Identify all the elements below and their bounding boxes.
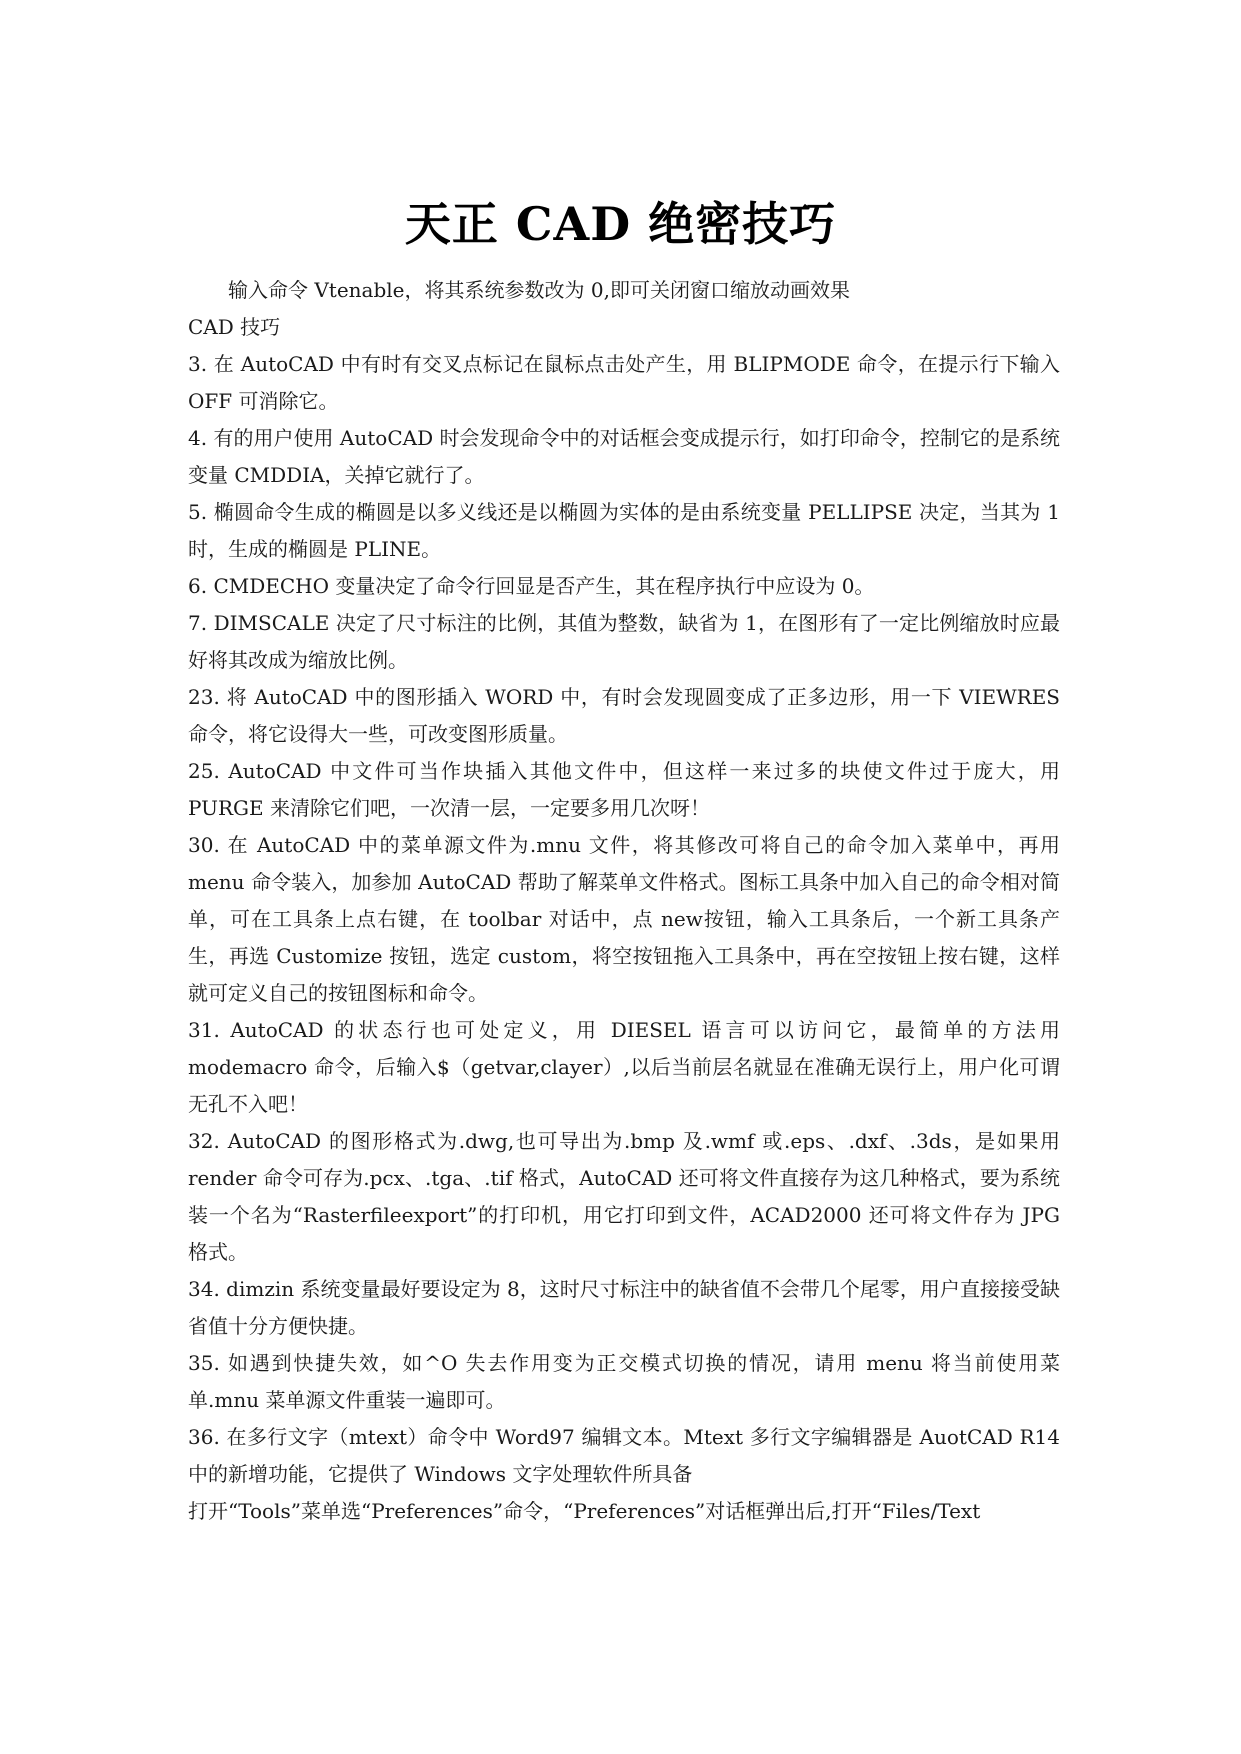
tip-item: 25. AutoCAD 中文件可当作块插入其他文件中，但这样一来过多的块使文件过于庞大，用 PURGE 来清除它们吧，一次清一层，一定要多用几次呀！ bbox=[188, 759, 1060, 820]
tip-item: 23. 将 AutoCAD 中的图形插入 WORD 中，有时会发现圆变成了正多边形，用一下 VIEWRES 命令，将它设得大一些，可改变图形质量。 bbox=[188, 685, 1060, 746]
tip-item: 35. 如遇到快捷失效，如^O 失去作用变为正交模式切换的情况，请用 menu 将当前使用菜单.mnu 菜单源文件重装一遍即可。 bbox=[188, 1351, 1060, 1412]
tip-item: 6. CMDECHO 变量决定了命令行回显是否产生，其在程序执行中应设为 0。 bbox=[188, 574, 875, 598]
tip-item: 30. 在 AutoCAD 中的菜单源文件为.mnu 文件，将其修改可将自己的命令加入菜单中，再用 menu 命令装入，加参加 AutoCAD 帮助了解菜单文件格式。图标工具条中加入自己的命令相对简单，可在工具条上点右键，在 toolbar 对话中，点 new按钮，输入工具条后，一个新工具条产生，再选 Customize 按钮，选定 custom，将空按钮拖入工具条中，再在空按钮上按右键，这样就可定义自己的按钮图标和命令。 bbox=[188, 833, 1060, 1005]
paragraph-intro: 输入命令 Vtenable，将其系统参数改为 0,即可关闭窗口缩放动画效果 bbox=[228, 278, 850, 302]
tip-item: 31. AutoCAD 的状态行也可处定义，用 DIESEL 语言可以访问它，最简单的方法用 modemacro 命令，后输入$（getvar,clayer）,以后当前层名就显在准确无误行上，用户化可谓无孔不入吧！ bbox=[188, 1018, 1060, 1116]
paragraph-continuation: 打开“Tools”菜单选“Preferences”命令，“Preferences”对话框弹出后,打开“Files/Text bbox=[188, 1499, 981, 1523]
tip-item: 3. 在 AutoCAD 中有时有交叉点标记在鼠标点击处产生，用 BLIPMODE 命令，在提示行下输入 OFF 可消除它。 bbox=[188, 352, 1060, 413]
tip-item: 32. AutoCAD 的图形格式为.dwg,也可导出为.bmp 及.wmf 或.eps、.dxf、.3ds，是如果用 render 命令可存为.pcx、.tga、.tif 格式，AutoCAD 还可将文件直接存为这几种格式，要为系统装一个名为“Rasterfileexport”的打印机，用它打印到文件，ACAD2000 还可将文件存为 JPG 格式。 bbox=[188, 1129, 1060, 1264]
tip-item: 34. dimzin 系统变量最好要设定为 8，这时尺寸标注中的缺省值不会带几个尾零，用户直接接受缺省值十分方便快捷。 bbox=[188, 1277, 1060, 1338]
document-title: 天正 CAD 绝密技巧 bbox=[404, 197, 837, 251]
tip-item: 5. 椭圆命令生成的椭圆是以多义线还是以椭圆为实体的是由系统变量 PELLIPSE 决定，当其为 1 时，生成的椭圆是 PLINE。 bbox=[188, 500, 1060, 561]
tip-item: 7. DIMSCALE 决定了尺寸标注的比例，其值为整数，缺省为 1，在图形有了一定比例缩放时应最好将其改成为缩放比例。 bbox=[188, 611, 1060, 672]
section-heading: CAD 技巧 bbox=[188, 315, 281, 339]
document-body bbox=[188, 272, 1060, 1530]
tip-item: 36. 在多行文字（mtext）命令中 Word97 编辑文本。Mtext 多行文字编辑器是 AuotCAD R14 中的新增功能，它提供了 Windows 文字处理软件所具备 bbox=[188, 1425, 1060, 1486]
tip-item: 4. 有的用户使用 AutoCAD 时会发现命令中的对话框会变成提示行，如打印命令，控制它的是系统变量 CMDDIA，关掉它就行了。 bbox=[188, 426, 1060, 487]
